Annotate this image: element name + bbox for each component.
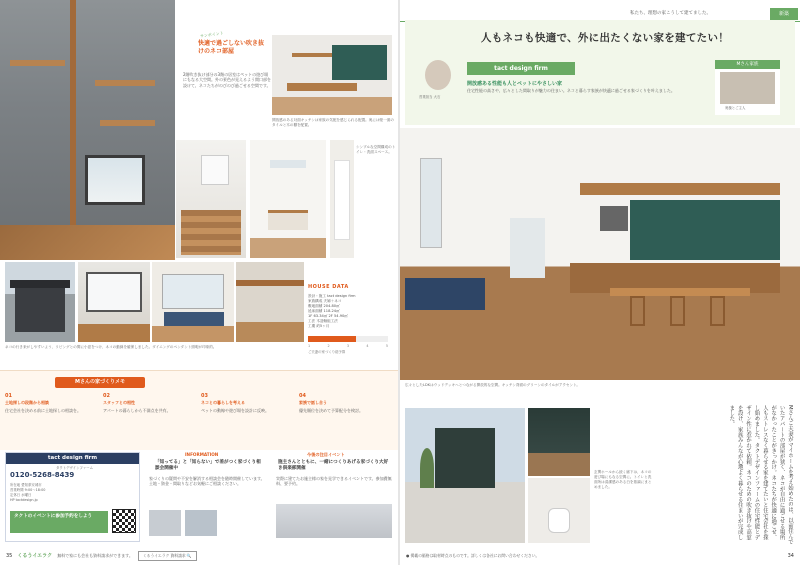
callout-tag: サンポイント	[199, 30, 224, 39]
budget-tick: 5	[385, 344, 388, 348]
budget-tick: 1	[308, 344, 311, 348]
info-photo	[149, 510, 181, 536]
floor	[250, 238, 326, 258]
point-card	[201, 393, 293, 447]
staff-caption: 営業担当 大石	[419, 95, 441, 99]
window	[420, 158, 442, 248]
right-page	[400, 0, 800, 565]
beam	[236, 280, 304, 286]
ceiling-beam	[580, 183, 780, 195]
floor	[236, 322, 304, 342]
window	[270, 160, 306, 168]
exterior-photo	[405, 408, 525, 543]
point-title: スタッフとの相性	[103, 400, 135, 405]
point-body: 住宅会社を決める前に土地探しの相談を。	[5, 408, 81, 413]
company-line: 営業時間 9:00〜18:00	[10, 488, 46, 492]
point-number: 03	[201, 393, 208, 399]
dining-table	[610, 288, 750, 296]
chair	[710, 296, 725, 326]
points-section	[0, 370, 398, 450]
event-title: 施主さんとともに、一緒につくりあげる家づくり大好き倶楽部開催	[278, 460, 389, 472]
point-title: ネコとの暮らしを考える	[201, 400, 245, 405]
shelf	[292, 53, 332, 57]
stair-run	[181, 210, 241, 255]
footer-text: 無料で家にも会社も資料請求ができます。	[57, 552, 133, 558]
sofa	[405, 278, 485, 310]
event-tag: 今後の注目イベント	[307, 452, 345, 457]
stairwell-photo	[0, 0, 175, 260]
owner-photo	[720, 72, 775, 104]
photo-row-caption: ネコの行き来がしやすいよう、リビングとの間に小窓をつけ、ネコの動線を確保しました。ダイニングのペンダント照明が印象的。	[5, 345, 217, 349]
house-data-title: HOUSE DATA	[308, 284, 349, 290]
bathroom-photo	[528, 478, 590, 543]
point-card	[103, 393, 195, 447]
point-number: 04	[299, 393, 306, 399]
company-line: 定休日 水曜日	[10, 493, 32, 497]
hallway-photo	[528, 408, 590, 476]
hall-floor	[528, 453, 590, 476]
point-card	[299, 393, 391, 447]
headline: 人もネコも快適で、外に出たくない家を建てたい！	[480, 32, 730, 44]
budget-caption: ご夫妻の家づくり総予算	[308, 350, 346, 354]
lead-body: 住宅性能の高さや、広々とした間取りが魅力の住まい。ネコと暮らす家族が快適に過ごせる家づくりを叶えました。	[467, 88, 675, 93]
stairs-photo	[176, 140, 246, 258]
floor	[78, 324, 150, 342]
info-body: 家づくりの疑問や不安を解消する相談会を随時開催しています。土地・資金・間取りなどお気軽にご相談ください。	[149, 476, 265, 487]
callout-title: 快適で過ごしない吹き抜けのネコ部屋	[198, 40, 265, 56]
floor	[152, 326, 234, 342]
company-name: tact design firm	[6, 453, 139, 464]
gutter	[398, 0, 400, 565]
company-tel[interactable]: 0120-5268-8439	[10, 471, 75, 479]
point-title: 土地探しの段階から相談	[5, 400, 49, 405]
company-box	[5, 452, 140, 542]
info-tag: INFORMATION	[185, 452, 219, 457]
window	[85, 155, 145, 205]
page-number: 35	[6, 552, 13, 559]
exterior-photo	[5, 262, 75, 342]
tile-wall	[630, 200, 780, 260]
footer-search[interactable]: くるうイエラク 資料請求 🔍	[138, 551, 197, 561]
headline-banner	[405, 20, 795, 125]
living-room-photo	[152, 262, 234, 342]
sofa	[164, 312, 224, 326]
body-text: Mさんご夫妻がマイホームを考え始めたのは、以前住んでいたアパートの部屋が狭く、ネコが自由に過ごせる場所がなかったことがきっかけ。ネコたちが快適に過ごせ、人もストレスなく暮らせる家を建てたいと住宅会社を探し始めました。タクトデザインファームの住宅性能とデザイン性に惹かれて依頼。ネコのための吹き抜けや高窓を設け、家族みんなが心地よく暮らせる住まいが完成しました。	[728, 405, 793, 545]
wood-pillar	[70, 0, 76, 260]
house-body	[15, 287, 65, 332]
main-photo-caption: 広々としたLDKはウッドデッキへとつながる開放的な空間。キッチン背面のグリーンのタイルがアクセント。	[405, 383, 580, 387]
footer-brand: くるうイエラク	[17, 553, 53, 559]
page-number: 34	[787, 552, 794, 559]
lead-title: 開放感ある性能も人とペットにやさしい家	[467, 81, 563, 87]
kitchen-caption: 開放感のある対面キッチンは家族の気配を感じられる配置。奥には壁一面のタイルと木の棚を配置。	[272, 118, 394, 127]
floor	[0, 225, 175, 260]
washroom-photo	[250, 140, 326, 258]
budget-fill	[308, 336, 356, 342]
budget-tick: 2	[327, 344, 330, 348]
stair-step	[95, 80, 155, 86]
point-card	[5, 393, 97, 447]
event-column	[272, 452, 396, 542]
chair	[670, 296, 685, 326]
toilet-photo	[330, 140, 354, 258]
info-photo	[185, 510, 217, 536]
window	[162, 274, 224, 309]
toilet	[548, 508, 570, 533]
owner-label: 奥様とご主人	[725, 106, 746, 110]
budget-tick: 4	[366, 344, 369, 348]
point-body: アパートの暮らしから不満点を共有。	[103, 408, 171, 413]
point-number: 01	[5, 393, 12, 399]
point-title: 家族で話し合う	[299, 400, 327, 405]
info-title: 「知ってる」と「知らない」で差がつく家づくり相談会開催中	[155, 460, 261, 472]
sink	[268, 210, 308, 230]
house-body	[435, 428, 495, 488]
footer-note: ● 掲載の価格は取材時点のものです。詳しくは各社にお問い合わせください。	[406, 552, 540, 558]
budget-ticks	[308, 344, 388, 348]
tile-wall	[332, 45, 387, 80]
event-banner[interactable]: タクトのイベントに参加予約をしよう	[10, 511, 108, 533]
house-data-line: 設計・施工 tact design firm	[308, 294, 356, 298]
chair	[630, 296, 645, 326]
room-caption: シンプルな空間構成のトイレ・洗面スペース。	[356, 145, 396, 154]
point-body: ペットの動線や遊び場を設計に反映。	[201, 408, 269, 413]
staff-photo	[425, 60, 451, 90]
owner-caption: Mさん家族	[715, 60, 780, 69]
series-badge: 新築	[770, 8, 798, 20]
left-footer	[0, 546, 398, 565]
company-tag: tact design firm	[467, 62, 575, 75]
owner-box	[715, 60, 780, 115]
small-photo-caption: 玄関ホールから続く廊下は、ネコの遊び場にもなる空間に。トイレと洗面所は清潔感のある白を基調にまとめました。	[594, 470, 652, 489]
range-hood	[600, 206, 628, 231]
event-body: 実際に建てたお施主様の家を見学できるイベントです。参加費無料、要予約。	[276, 476, 392, 487]
budget-bar	[308, 336, 388, 342]
budget-tick: 3	[346, 344, 350, 348]
dining-kitchen-photo	[272, 35, 392, 115]
main-ldk-photo	[400, 128, 800, 380]
table	[287, 83, 357, 91]
point-number: 02	[103, 393, 110, 399]
company-line[interactable]: HP tactdesign.jp	[10, 498, 38, 502]
door	[510, 218, 545, 278]
callout-box	[178, 32, 270, 140]
house-data-line: 工期 約5ヶ月	[308, 324, 330, 328]
right-footer	[400, 546, 800, 565]
company-line: 所在地 愛知県安城市	[10, 483, 42, 487]
window	[86, 272, 142, 312]
door	[334, 160, 350, 240]
series-tag: 私たち、理想の家こうして建てました。	[630, 11, 711, 16]
callout-body: 2階吹き抜け部分の3階の居室はペットの遊び場にもなる大空間。外の景色が見えるよう開口部を設けて、ネコたちがのびのび過ごせる空間です。	[183, 72, 271, 88]
house-data-line: 家族構成 夫婦＋ネコ	[308, 299, 342, 303]
point-body: 優先順位を決めて予算配分を検討。	[299, 408, 363, 413]
left-page	[0, 0, 398, 565]
loft-photo	[236, 262, 304, 342]
company-sub: タクトデザインファーム	[56, 466, 93, 470]
info-column	[145, 452, 270, 542]
stair-step	[10, 60, 65, 66]
house-data-line: 工法 木造軸組工法	[308, 319, 338, 323]
house-data-line: 延床面積 118.24㎡	[308, 309, 340, 313]
points-title: Mさんの家づくりメモ	[55, 377, 145, 388]
qr-code-icon[interactable]	[112, 509, 136, 533]
stair-step	[100, 120, 155, 126]
floor	[272, 97, 392, 115]
cat-window-photo	[78, 262, 150, 342]
house-data-line: 敷地面積 204.80㎡	[308, 304, 340, 308]
house-roof	[10, 280, 70, 288]
event-photo	[276, 504, 392, 538]
house-data-line: 1F 63.34㎡ 2F 54.90㎡	[308, 314, 348, 318]
house-data	[308, 284, 396, 374]
window	[201, 155, 229, 185]
tree	[420, 448, 434, 488]
